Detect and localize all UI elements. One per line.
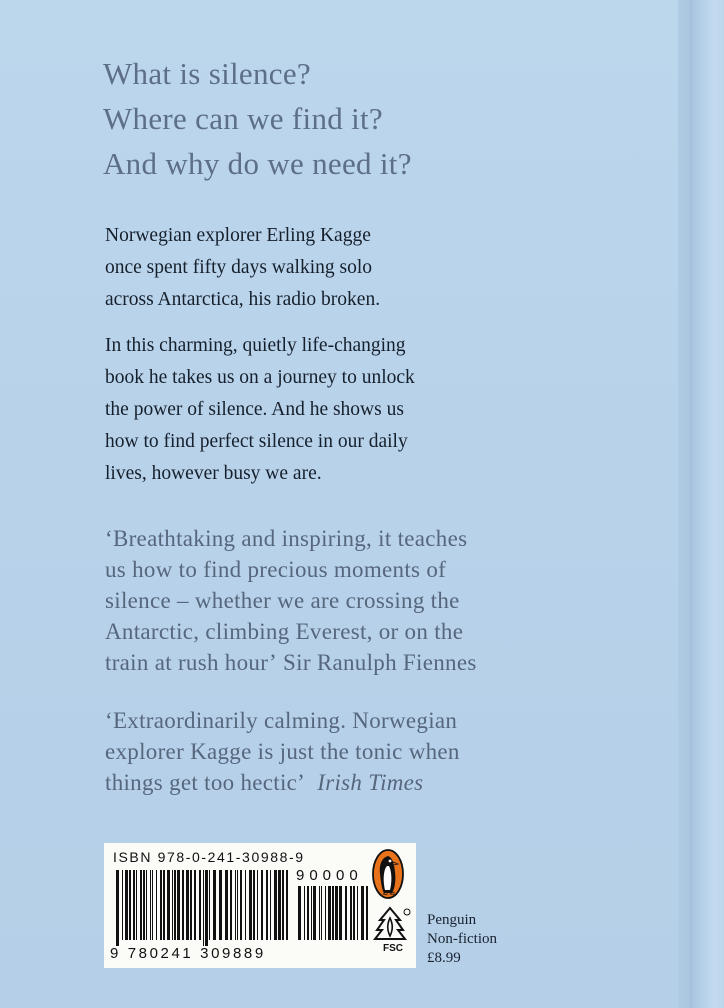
- barcode-bar: [133, 870, 135, 940]
- barcode-bar: [261, 870, 263, 940]
- barcode-bar: [116, 870, 119, 946]
- barcode-bar: [182, 870, 184, 940]
- barcode-bar: [332, 886, 334, 940]
- barcode-bar: [325, 886, 326, 940]
- addon-barcode: [298, 886, 370, 946]
- barcode-bar: [156, 870, 157, 940]
- barcode-bar: [235, 870, 236, 940]
- barcode-bar: [282, 870, 284, 940]
- fsc-tree-icon: [368, 906, 412, 944]
- blurb-line: once spent fifty days walking solo: [105, 257, 372, 278]
- headline-line-3: And why do we need it?: [103, 146, 412, 181]
- quote-line: us how to find precious moments of: [105, 557, 447, 582]
- quote-line: silence – whether we are crossing the: [105, 588, 460, 613]
- barcode-bar: [219, 870, 222, 940]
- barcode-bar: [177, 870, 180, 940]
- penguin-icon: [371, 848, 405, 900]
- publisher-category: Non-fiction: [427, 931, 497, 947]
- barcode-bar: [270, 870, 271, 940]
- barcode-bar: [136, 870, 137, 940]
- barcode-bar: [190, 870, 192, 940]
- barcode-bar: [339, 886, 342, 940]
- quote-line: ‘Breathtaking and inspiring, it teaches: [105, 526, 468, 551]
- spine-fold: [678, 0, 724, 1008]
- barcode-bar: [122, 870, 123, 940]
- barcode-bar: [319, 886, 320, 940]
- quote-text: things get too hectic’: [105, 770, 306, 795]
- barcode-bar: [143, 870, 145, 940]
- barcode-bar: [253, 870, 255, 940]
- barcode-bar: [321, 886, 322, 940]
- barcode-bar: [172, 870, 173, 940]
- addon-digits: 90000: [296, 867, 363, 884]
- barcode-bar: [203, 870, 204, 946]
- ean-barcode: [116, 870, 292, 946]
- barcode-bar: [194, 870, 196, 940]
- barcode-bar: [150, 870, 151, 940]
- barcode-bar: [237, 870, 238, 940]
- publisher-imprint: Penguin: [427, 912, 477, 928]
- headline-line-1: What is silence?: [103, 56, 311, 91]
- barcode-bar: [361, 886, 364, 940]
- barcode-bar: [245, 870, 246, 940]
- barcode-bar: [353, 886, 355, 940]
- blurb-line: book he takes us on a journey to unlock: [105, 367, 415, 388]
- barcode-bar: [298, 886, 301, 940]
- barcode-bar: [350, 886, 352, 940]
- barcode-bar: [266, 870, 268, 940]
- blurb-line: lives, however busy we are.: [105, 463, 322, 484]
- barcode-bar: [129, 870, 131, 940]
- blurb-line: In this charming, quietly life-changing: [105, 335, 406, 356]
- barcode-bar: [286, 870, 288, 940]
- barcode-bar: [140, 870, 142, 940]
- ean-digits: 9 780241 309889: [110, 945, 266, 962]
- barcode-bar: [328, 886, 331, 940]
- quote-last-line: [105, 648, 477, 679]
- barcode-bar: [335, 886, 338, 940]
- blurb-line: across Antarctica, his radio broken.: [105, 289, 381, 310]
- barcode-bar: [307, 886, 309, 940]
- quote-line: ‘Extraordinarily calming. Norwegian: [105, 708, 458, 733]
- barcode-bar: [311, 886, 312, 940]
- barcode-bar: [125, 870, 128, 940]
- quote-line: explorer Kagge is just the tonic when: [105, 739, 460, 764]
- barcode-bar: [213, 870, 216, 940]
- barcode-bar: [205, 870, 208, 946]
- blurb-line: how to find perfect silence in our daily: [105, 431, 408, 452]
- quote-source: Irish Times: [317, 770, 424, 795]
- barcode-bar: [257, 870, 258, 940]
- isbn-label: ISBN 978-0-241-30988-9: [113, 849, 305, 865]
- barcode-bar: [167, 870, 170, 940]
- barcode-bar: [163, 870, 165, 940]
- barcode-bar: [209, 870, 210, 940]
- barcode-bar: [186, 870, 189, 940]
- barcode-bar: [146, 870, 147, 940]
- barcode-bar: [278, 870, 281, 940]
- barcode-bar: [230, 870, 232, 940]
- price: £8.99: [427, 950, 461, 966]
- barcode-bar: [240, 870, 242, 940]
- barcode-bar: [152, 870, 153, 940]
- headline-line-2: Where can we find it?: [103, 101, 383, 136]
- blurb-line: the power of silence. And he shows us: [105, 399, 404, 420]
- barcode-bar: [225, 870, 228, 940]
- barcode-bar: [345, 886, 347, 940]
- spine-crease: [690, 0, 692, 1008]
- barcode-bar: [274, 870, 277, 940]
- barcode-bar: [357, 886, 358, 940]
- barcode-bar: [249, 870, 252, 940]
- quote-last-line: [105, 768, 423, 799]
- barcode-bar: [199, 870, 201, 940]
- barcode-bar: [313, 886, 316, 940]
- quote-text: train at rush hour’: [105, 650, 277, 675]
- quote-line: Antarctic, climbing Everest, or on the: [105, 619, 464, 644]
- barcode-bar: [160, 870, 162, 940]
- blurb-line: Norwegian explorer Erling Kagge: [105, 225, 371, 246]
- barcode-bar: [174, 870, 176, 940]
- fsc-label: FSC: [383, 943, 403, 954]
- quote-source: Sir Ranulph Fiennes: [283, 650, 477, 675]
- barcode-bar: [304, 886, 305, 940]
